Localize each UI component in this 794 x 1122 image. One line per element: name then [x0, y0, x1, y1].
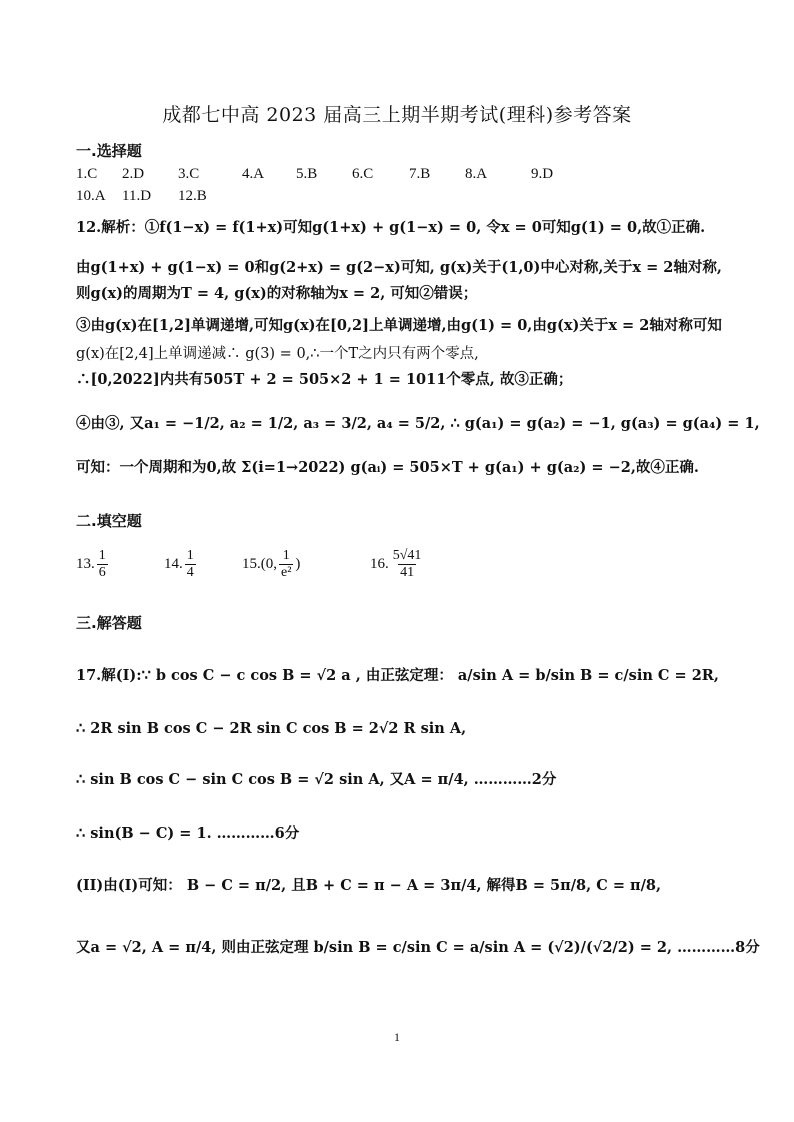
q12-line-1: 12.解析：①f(1−x) = f(1+x)可知g(1+x) + g(1−x) = 0, 令x = 0可知g(1) = 0,故①正确. — [76, 219, 706, 236]
fill-answer-16 — [370, 548, 425, 581]
fill-answer-label: 16. — [370, 556, 389, 573]
choice-answer: 6.C — [352, 166, 374, 182]
choice-answer: 8.A — [465, 166, 488, 182]
q17-line-6: 又a = √2, A = π/4, 则由正弦定理 b/sin B = c/sin C = a/sin A = (√2)/(√2/2) = 2, …………8分 — [76, 939, 760, 956]
choice-answer: 9.D — [531, 166, 554, 182]
q12-line-5: g(x)在[2,4]上单调递减∴ g(3) = 0,∴一个T之内只有两个零点, — [76, 346, 479, 362]
choice-answer: 11.D — [122, 188, 152, 204]
q12-line-4: ③由g(x)在[1,2]单调递增,可知g(x)在[0,2]上单调递增,由g(1) = 0,由g(x)关于x = 2轴对称可知 — [76, 317, 722, 334]
fraction — [97, 548, 108, 581]
page-number: 1 — [394, 1030, 400, 1044]
fraction — [391, 548, 424, 581]
choice-answer: 5.B — [296, 166, 318, 182]
choice-answer: 3.C — [178, 166, 200, 182]
fraction-denominator: 6 — [98, 565, 106, 581]
section-heading-solutions: 三.解答题 — [76, 614, 142, 632]
fraction-numerator: 1 — [186, 548, 194, 563]
q17-line-3: ∴ sin B cos C − sin C cos B = √2 sin A, 又A = π/4, …………2分 — [76, 771, 557, 788]
fill-answer-label: 14. — [164, 556, 183, 573]
fill-answer-suffix: ) — [295, 556, 301, 573]
fraction-numerator: 5√41 — [392, 548, 422, 563]
choice-answer: 12.B — [178, 188, 207, 204]
q12-line-3: 则g(x)的周期为T = 4, g(x)的对称轴为x = 2, 可知②错误； — [76, 285, 478, 302]
q12-line-7: ④由③, 又a₁ = −1/2, a₂ = 1/2, a₃ = 3/2, a₄ = 5/2, ∴ g(a₁) = g(a₂) = −1, g(a₃) = g(a₄) = 1, — [76, 415, 760, 432]
q17-line-4: ∴ sin(B − C) = 1. …………6分 — [76, 825, 300, 842]
fill-answer-15 — [242, 548, 300, 581]
fraction — [279, 548, 293, 581]
choice-answer: 2.D — [122, 166, 145, 182]
choice-answer: 7.B — [409, 166, 431, 182]
section-heading-choice: 一.选择题 — [76, 142, 142, 160]
fill-answers-row — [76, 548, 576, 594]
choice-answers-row-2 — [76, 188, 376, 208]
page-title: 成都七中高 2023 届高三上期半期考试(理科)参考答案 — [162, 104, 632, 126]
choice-answer: 1.C — [76, 166, 98, 182]
choice-answers-row-1 — [76, 166, 676, 186]
fraction — [185, 548, 196, 581]
fill-answer-label: 15.(0, — [242, 556, 277, 573]
fill-answer-label: 13. — [76, 556, 95, 573]
choice-answer: 4.A — [242, 166, 265, 182]
fraction-denominator: 4 — [186, 565, 194, 581]
q17-line-5: (II)由(I)可知： B − C = π/2, 且B + C = π − A = 3π/4, 解得B = 5π/8, C = π/8, — [76, 877, 662, 894]
choice-answer: 10.A — [76, 188, 106, 204]
q12-line-8: 可知：一个周期和为0,故 Σ(i=1→2022) g(aᵢ) = 505×T + g(a₁) + g(a₂) = −2,故④正确. — [76, 459, 699, 476]
q17-line-1: 17.解(I):∵ b cos C − c cos B = √2 a , 由正弦定理： a/sin A = b/sin B = c/sin C = 2R, — [76, 667, 719, 684]
q12-line-2: 由g(1+x) + g(1−x) = 0和g(2+x) = g(2−x)可知, g(x)关于(1,0)中心对称,关于x = 2轴对称, — [76, 259, 722, 276]
fraction-denominator: 41 — [400, 565, 415, 581]
fill-answer-13 — [76, 548, 110, 581]
fraction-denominator: e² — [281, 565, 292, 581]
q12-line-6: ∴[0,2022]内共有505T + 2 = 505×2 + 1 = 1011个零点, 故③正确； — [76, 371, 573, 388]
section-heading-fill: 二.填空题 — [76, 512, 142, 530]
fraction-numerator: 1 — [98, 548, 106, 563]
fraction-numerator: 1 — [282, 548, 290, 563]
q17-line-2: ∴ 2R sin B cos C − 2R sin C cos B = 2√2 R sin A, — [76, 720, 467, 737]
fill-answer-14 — [164, 548, 198, 581]
